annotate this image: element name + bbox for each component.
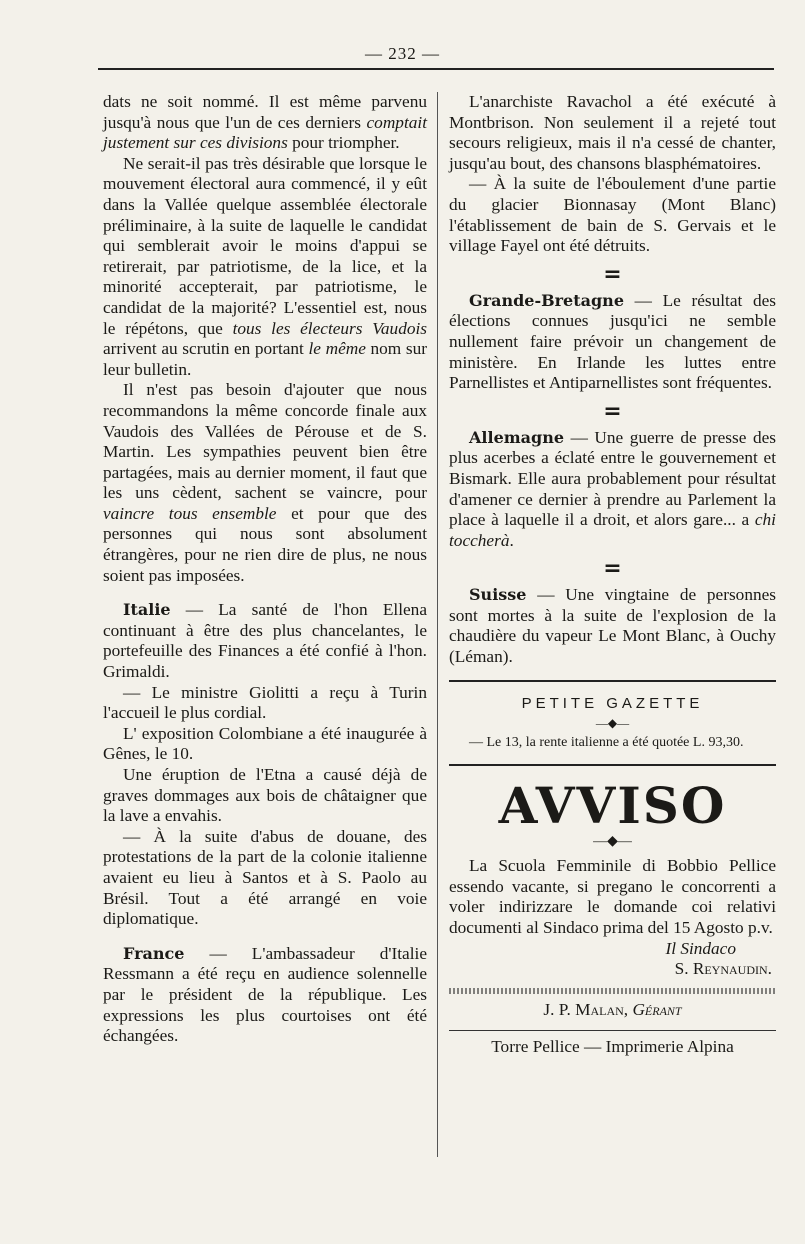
signature-name: S. Reynaudin. bbox=[674, 959, 772, 979]
right-column bbox=[449, 92, 776, 1058]
news-italie: Italie — La santé de l'hon Ellena continuant à être des plus chancelantes, le portefeuille des Finances a été confié à l'hon. Grimaldi. bbox=[103, 600, 427, 682]
paragraph-election: Ne serait-il pas très désirable que lorsque le mouvement électoral aura commencé, il y eût dans la Vallée quelque assemblée électorale préliminaire, à la suite de laquelle le candidat qui semblerait avoir le moins d'appui se retirerait, par patriotisme, de la lice, et la minorité accepterait, par patriotisme, le candidat de la majorité? L'essentiel est, nous le répétons, que tous les électeurs Vaudois arrivent au scrutin en portant le même nom sur leur bulletin. bbox=[103, 153, 427, 379]
country-heading-france: France bbox=[123, 943, 185, 963]
country-heading-grande-bretagne: Grande-Bretagne bbox=[469, 290, 624, 310]
gazette-item: — Le 13, la rente italienne a été quotée L. 93,30. bbox=[469, 735, 744, 751]
gazette-title: PETITE GAZETTE bbox=[521, 694, 704, 712]
news-bionnasay: — À la suite de l'éboulement d'une partie du glacier Bionnasay (Mont Blanc) l'établissement de bain de S. Gervais et le village Fayel ont été détruits. bbox=[449, 174, 776, 256]
section-separator: = bbox=[603, 556, 622, 582]
news-item: — À la suite d'abus de douane, des protestations de la part de la colonie italienne avaient eu lieu à Santos et à S. Paolo au Brésil. Tout a été arrangé en voie diplomatique. bbox=[103, 826, 427, 929]
imprint-line: Torre Pellice — Imprimerie Alpina bbox=[491, 1037, 734, 1057]
wavy-rule bbox=[449, 988, 776, 994]
left-column bbox=[103, 92, 427, 1047]
country-heading-allemagne: Allemagne bbox=[469, 427, 565, 447]
country-heading-suisse: Suisse bbox=[469, 585, 527, 605]
news-item: Une éruption de l'Etna a causé déjà de graves dommages aux bois de châtaigner que la lave a envahis. bbox=[103, 765, 427, 826]
section-rule bbox=[449, 764, 776, 766]
gerant-line: J. P. Malan, Gérant bbox=[543, 999, 682, 1019]
section-separator: = bbox=[603, 398, 622, 424]
header-rule bbox=[98, 68, 774, 70]
paragraph-continuation: dats ne soit nommé. Il est même parvenu jusqu'à nous que l'un de ces derniers comptait justement sur ces divisions pour triompher. bbox=[103, 92, 427, 153]
news-grande-bretagne: Grande-Bretagne — Le résultat des élections connues jusqu'ici ne semble nullement faire prévoir un changement de ministère. En Irlande les luttes entre Parnellistes et Antiparnellistes sont fréquentes. bbox=[449, 290, 776, 393]
column-divider bbox=[437, 92, 438, 1157]
page-number: — 232 — bbox=[365, 44, 440, 63]
news-item: — Le ministre Giolitti a reçu à Turin l'accueil le plus cordial. bbox=[103, 682, 427, 723]
news-suisse: Suisse — Une vingtaine de personnes sont mortes à la suite de l'explosion de la chaudière du vapeur Le Mont Blanc, à Ouchy (Léman). bbox=[449, 585, 776, 667]
news-allemagne: Allemagne — Une guerre de presse des plus acerbes a éclaté entre le gouvernement et Bismark. Elle aura probablement pour résultat d'amener ce dernier à prendre au Parlement la place à laquelle il a droit, et alors gare... a chi toccherà. bbox=[449, 427, 776, 550]
section-rule bbox=[449, 680, 776, 682]
section-separator: = bbox=[603, 261, 622, 287]
footer-rule bbox=[449, 1030, 776, 1031]
avviso-text: La Scuola Femminile di Bobbio Pellice essendo vacante, si pregano le concorrenti a voler indirizzare le domande coi relativi documenti al Sindaco prima del 15 Agosto p.v. bbox=[449, 856, 776, 938]
avviso-title: AVVISO bbox=[498, 776, 727, 836]
ornament-icon: —◆— bbox=[593, 834, 632, 850]
ornament-icon: —◆— bbox=[595, 716, 630, 731]
paragraph-concorde: Il n'est pas besoin d'ajouter que nous recommandons la même concorde finale aux Vaudois des Vallées de Pérouse et de S. Martin. Les sympathies peuvent bien être partagées, mais au dernier moment, il faut que les uns cèdent, sachent se vaincre, pour vaincre tous ensemble et pour que des personnes qui nous sont absolument étrangères, pour ne rien dire de plus, ne nous soient pas imposées. bbox=[103, 380, 427, 585]
country-heading-italie: Italie bbox=[123, 600, 171, 620]
news-item: L' exposition Colombiane a été inaugurée à Gênes, le 10. bbox=[103, 723, 427, 764]
signature-role: Il Sindaco bbox=[665, 938, 736, 958]
news-france: France — L'ambassadeur d'Italie Ressmann a été reçu en audience solennelle par le président de la république. Les expressions les plus courtoises ont été échangées. bbox=[103, 943, 427, 1046]
news-ravachol: L'anarchiste Ravachol a été exécuté à Montbrison. Non seulement il a rejeté tout secours religieux, mais il n'a cessé de chanter, jusqu'au bout, des chansons blasphématoires. bbox=[449, 92, 776, 173]
